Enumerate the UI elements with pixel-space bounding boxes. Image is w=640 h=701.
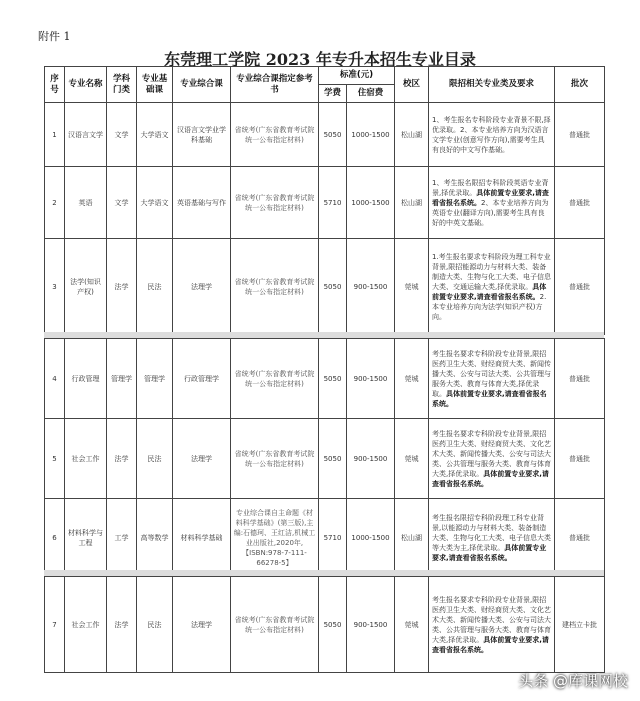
requirement-emphasis: 具体前置专业要求,请查看省报名系统。: [432, 389, 547, 408]
requirement-emphasis: 具体前置专业要求,请查看省报名系统。: [432, 469, 549, 488]
requirement-text: 1、考生报名限招专科阶段英语专业背景,择优录取。: [432, 178, 549, 197]
requirement-emphasis: 具体前置专业要求,请查看省报名系统。: [432, 282, 547, 301]
requirement-text: 考生报名要求专科阶段专业背景,限招医药卫生大类、财经商贸大类、文化艺术大类、新闻传播大类、公安与司法大类、公共管理与服务大类、教育与体育大类,择优录取。: [432, 429, 551, 478]
row-batch: 普通批: [555, 239, 605, 335]
header-campus: 校区: [395, 67, 429, 103]
row-basic-course: 大学语文: [137, 103, 173, 167]
row-lodging-fee: 1000-1500: [347, 499, 395, 577]
requirement-text: 2.本专业培养方向为法学(知识产权)方向。: [432, 292, 547, 321]
requirement-text: 考生报名要求专科阶段专业背景,限招医药卫生大类、财经商贸大类、新闻传播大类、公安与司法大类、公共管理与服务大类、教育与体育大类,择优录取。: [432, 349, 551, 398]
row-comprehensive-course: 行政管理学: [173, 339, 231, 419]
row-category: 法学: [107, 419, 137, 499]
requirement-text: 1.考生报名要求专科阶段为理工科专业背景,限招能源动力与材料大类、装备制造大类、生物与化工大类、电子信息大类、交通运输大类,择优录取。: [432, 252, 551, 291]
row-major: 社会工作: [65, 577, 107, 673]
row-batch: 普通批: [555, 103, 605, 167]
row-requirements: [429, 103, 555, 167]
header-category: 学科门类: [107, 67, 137, 103]
row-reference-book: 省统考(广东省教育考试院统一公布指定材料): [231, 339, 319, 419]
row-basic-course: 民法: [137, 239, 173, 335]
row-tuition: 5050: [319, 577, 347, 673]
page-title: 东莞理工学院 2023 年专升本招生专业目录: [164, 50, 476, 69]
row-campus: 松山湖: [395, 103, 429, 167]
table-row: [45, 577, 605, 673]
row-batch: 普通批: [555, 339, 605, 419]
table-row: [45, 103, 605, 167]
row-requirements: [429, 419, 555, 499]
watermark: 头条 @库课网校: [518, 672, 628, 690]
row-tuition: 5050: [319, 103, 347, 167]
header-lodging: 住宿费: [347, 85, 395, 103]
requirement-emphasis: 具体前置专业要求,请查看省报名系统。: [432, 543, 547, 562]
catalog-table-part-3: [44, 576, 605, 673]
header-tuition: 学费: [319, 85, 347, 103]
row-basic-course: 管理学: [137, 339, 173, 419]
row-no: 6: [45, 499, 65, 577]
row-requirements: [429, 339, 555, 419]
requirement-emphasis: 具体前置专业要求,请查看省报名系统。: [432, 188, 549, 207]
row-major: 法学(知识产权): [65, 239, 107, 335]
row-comprehensive-course: 法理学: [173, 419, 231, 499]
requirement-text: 考生报名要求专科阶段专业背景,限招医药卫生大类、财经商贸大类、文化艺术大类、新闻传播大类、公安与司法大类、公共管理与服务大类、教育与体育大类,择优录取。: [432, 595, 551, 644]
row-tuition: 5710: [319, 499, 347, 577]
row-campus: 莞城: [395, 239, 429, 335]
row-major: 材料科学与工程: [65, 499, 107, 577]
row-requirements: [429, 577, 555, 673]
row-lodging-fee: 900-1500: [347, 419, 395, 499]
header-reference: 专业综合课指定参考书: [231, 67, 319, 103]
row-batch: 建档立卡批: [555, 577, 605, 673]
row-no: 7: [45, 577, 65, 673]
row-basic-course: 大学语文: [137, 167, 173, 239]
row-category: 法学: [107, 577, 137, 673]
row-lodging-fee: 900-1500: [347, 339, 395, 419]
header-requirements: 限招相关专业类及要求: [429, 67, 555, 103]
row-comprehensive-course: 英语基础与写作: [173, 167, 231, 239]
requirement-emphasis: 具体前置专业要求,请查看省报名系统。: [432, 635, 549, 654]
row-major: 英语: [65, 167, 107, 239]
row-tuition: 5050: [319, 239, 347, 335]
row-campus: 松山湖: [395, 499, 429, 577]
header-standard: 标准(元): [319, 67, 395, 85]
row-category: 法学: [107, 239, 137, 335]
row-reference-book: 省统考(广东省教育考试院统一公布指定材料): [231, 419, 319, 499]
row-basic-course: 高等数学: [137, 499, 173, 577]
row-comprehensive-course: 法理学: [173, 239, 231, 335]
row-requirements: [429, 167, 555, 239]
row-tuition: 5050: [319, 339, 347, 419]
header-comprehensive: 专业综合课: [173, 67, 231, 103]
row-no: 1: [45, 103, 65, 167]
table-row: [45, 499, 605, 577]
row-category: 文学: [107, 167, 137, 239]
row-campus: 莞城: [395, 419, 429, 499]
row-major: 行政管理: [65, 339, 107, 419]
row-reference-book: 省统考(广东省教育考试院统一公布指定材料): [231, 239, 319, 335]
attachment-label: 附件 1: [38, 30, 71, 43]
row-lodging-fee: 1000-1500: [347, 103, 395, 167]
row-major: 社会工作: [65, 419, 107, 499]
row-no: 3: [45, 239, 65, 335]
row-lodging-fee: 900-1500: [347, 577, 395, 673]
row-category: 工学: [107, 499, 137, 577]
row-comprehensive-course: 材料科学基础: [173, 499, 231, 577]
row-comprehensive-course: 汉语言文学业学科基础: [173, 103, 231, 167]
header-major: 专业名称: [65, 67, 107, 103]
row-requirements: [429, 499, 555, 577]
row-batch: 普通批: [555, 167, 605, 239]
row-reference-book: 省统考(广东省教育考试院统一公布指定材料): [231, 167, 319, 239]
table-row: [45, 339, 605, 419]
row-basic-course: 民法: [137, 577, 173, 673]
row-campus: 莞城: [395, 577, 429, 673]
row-major: 汉语言文学: [65, 103, 107, 167]
row-no: 2: [45, 167, 65, 239]
row-requirements: [429, 239, 555, 335]
requirement-text: 考生报名限招专科阶段理工科专业背景,以能源动力与材料大类、装备制造大类、生物与化工大类、电子信息大类等大类为主,择优录取。: [432, 513, 551, 552]
row-category: 管理学: [107, 339, 137, 419]
row-reference-book: 专业综合课自主命题《材料科学基础》(第三版),主编:石德珂、王红洁,机械工业出版社,2020年,【ISBN:978-7-111-66278-5】: [231, 499, 319, 577]
row-lodging-fee: 1000-1500: [347, 167, 395, 239]
table-row: [45, 419, 605, 499]
row-batch: 普通批: [555, 499, 605, 577]
row-tuition: 5710: [319, 167, 347, 239]
table-row: [45, 167, 605, 239]
row-comprehensive-course: 法理学: [173, 577, 231, 673]
row-no: 4: [45, 339, 65, 419]
catalog-table-part-2: [44, 338, 605, 577]
row-tuition: 5050: [319, 419, 347, 499]
header-basic: 专业基础课: [137, 67, 173, 103]
requirement-text: 1、考生报名专科阶段专业背景不限,择优录取。2、本专业培养方向为汉语言文学专业(创意写作方向),需要考生具有良好的中文写作基础。: [432, 115, 551, 154]
row-batch: 普通批: [555, 419, 605, 499]
row-category: 文学: [107, 103, 137, 167]
table-row: [45, 239, 605, 335]
header-batch: 批次: [555, 67, 605, 103]
requirement-text: 2、本专业培养方向为英语专业(翻译方向),需要考生具有良好的中英文基础。: [432, 198, 549, 227]
row-campus: 松山湖: [395, 167, 429, 239]
row-lodging-fee: 900-1500: [347, 239, 395, 335]
header-no: 序号: [45, 67, 65, 103]
row-reference-book: 省统考(广东省教育考试院统一公布指定材料): [231, 577, 319, 673]
catalog-table-part-1: [44, 66, 605, 335]
row-basic-course: 民法: [137, 419, 173, 499]
row-campus: 莞城: [395, 339, 429, 419]
row-reference-book: 省统考(广东省教育考试院统一公布指定材料): [231, 103, 319, 167]
row-no: 5: [45, 419, 65, 499]
